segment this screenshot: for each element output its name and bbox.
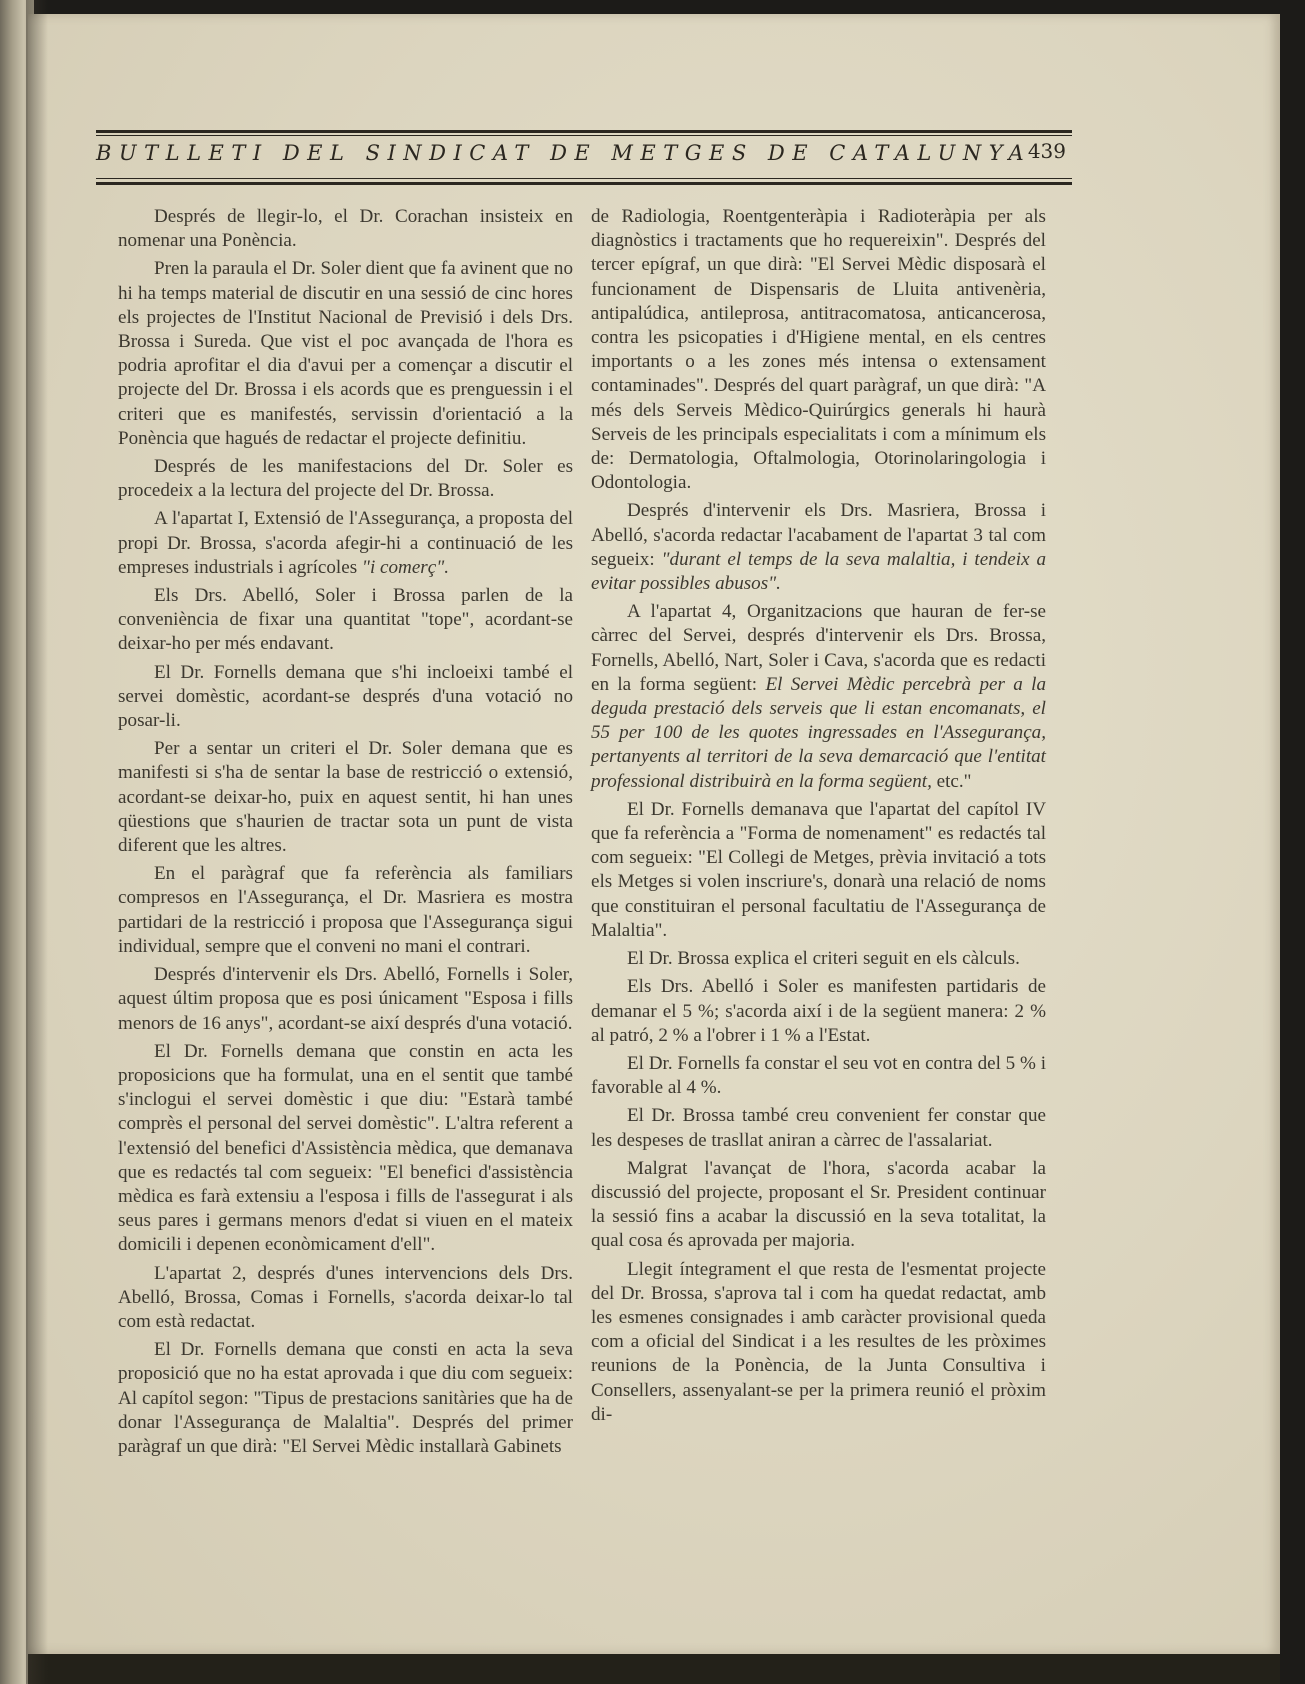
paragraph: El Dr. Fornells fa constar el seu vot en contra del 5 % i favorable al 4 %. — [591, 1052, 1046, 1099]
page-number: 439 — [1027, 139, 1066, 163]
right-column — [591, 205, 1046, 1431]
paragraph: Després de les manifestacions del Dr. Soler es procedeix a la lectura del projecte del Dr. Brossa. — [118, 456, 573, 502]
paragraph: El Dr. Brossa també creu convenient fer constar que les despeses de trasllat aniran a càrrec de l'assalariat. — [591, 1105, 1046, 1151]
paragraph: Per a sentar un criteri el Dr. Soler demana que es manifesti si s'ha de sentar la base de restricció o extensió, acordant-se deixar-ho, puix en aquest sentit, hi han unes qüestions que s'haurien de tractar sota un punt de vista diferent que les altres. — [118, 738, 573, 857]
italic-quote: "durant el temps de la seva malaltia, i tendeix a evitar possibles abusos". — [591, 548, 1046, 595]
paragraph-text: A l'apartat I, Extensió de l'Assegurança, a proposta del propi Dr. Brossa, s'acorda afegir-hi a continuació de les empreses industrials i agrícoles — [118, 508, 573, 578]
paragraph: El Dr. Fornells demana que constin en acta les proposicions que ha formulat, una en el sentit que també s'inclogui el servei domèstic i que diu: "Estarà també comprès el personal del servei domèstic". L'altra referent a l'extensió del benefici d'Assistència mèdica, que demanava que es redactés tal com segueix: "El benefici d'assistència mèdica es farà extensiu a l'esposa i fills de l'assegurat i als seus pares i germans menors d'edat si viuen en el mateix domicili i depenen econòmicament d'ell". — [118, 1040, 573, 1256]
paragraph: Després d'intervenir els Drs. Abelló, Fornells i Soler, aquest últim proposa que es posi únicament "Esposa i fills menors de 16 anys", acordant-se així després d'una votació. — [118, 964, 573, 1034]
left-column — [118, 205, 573, 1463]
paragraph-continued: de Radiologia, Roentgenteràpia i Radioteràpia per als diagnòstics i tractaments que ho requereixin". Després del tercer epígraf, un que dirà: "El Servei Mèdic disposarà el funcionament de Dispensaris de Lluita antivenèria, antipalúdica, antileprosa, antitracomatosa, anticancerosa, contra les psicopaties i d'Higiene mental, en els centres importants o a les zones més intensa o extensament contaminades". Després del quart paràgraf, un que dirà: "A més dels Serveis Mèdico-Quirúrgics generals hi haurà Serveis de les principals especialitats i com a mínimum els de: Dermatologia, Oftalmologia, Otorinolaringologia i Odontologia. — [591, 206, 1046, 494]
paragraph: Els Drs. Abelló, Soler i Brossa parlen de la conveniència de fixar una quantitat "tope", acordant-se deixar-ho per més endavant. — [118, 585, 573, 655]
paragraph: Malgrat l'avançat de l'hora, s'acorda acabar la discussió del projecte, proposant el Sr. President continuar la sessió fins a acabar la discussió en la seva totalitat, la qual cosa és aprovada per majoria. — [591, 1157, 1046, 1252]
paragraph-text: etc." — [936, 770, 972, 792]
header-rule-top-thick — [96, 130, 1072, 133]
running-header — [96, 137, 1072, 177]
bottom-edge — [28, 1654, 1280, 1684]
header-rule-top-thin — [96, 135, 1072, 136]
paragraph: El Dr. Brossa explica el criteri seguit en els càlculs. — [627, 948, 1020, 970]
italic-quote: "i comerç". — [361, 556, 449, 578]
paragraph: El Dr. Fornells demana que s'hi incloeixi també el servei domèstic, acordant-se després d'una votació no posar-li. — [118, 661, 573, 732]
paragraph: El Dr. Fornells demana que consti en acta la seva proposició que no ha estat aprovada i que diu com segueix: Al capítol segon: "Tipus de prestacions sanitàries que ha de donar l'Assegurança de Malaltia". Després del primer paràgraf un que dirà: "El Servei Mèdic installarà Gabinets — [118, 1339, 573, 1457]
paragraph: En el paràgraf que fa referència als familiars compresos en l'Assegurança, el Dr. Masriera es mostra partidari de la restricció i proposa que l'Assegurança sigui individual, sempre que el conveni no mani el contrari. — [118, 863, 573, 957]
paragraph: Després de llegir-lo, el Dr. Corachan insisteix en nomenar una Ponència. — [118, 206, 573, 252]
paragraph — [118, 507, 573, 580]
paragraph: Els Drs. Abelló i Soler es manifesten partidaris de demanar el 5 %; s'acorda així i de la següent manera: 2 % al patró, 2 % a l'obrer i 1 % a l'Estat. — [591, 976, 1046, 1046]
paragraph — [591, 499, 1046, 596]
journal-title: BUTLLETI DEL SINDICAT DE METGES DE CATALUNYA — [96, 141, 1032, 165]
header-rule-bottom-thin — [96, 178, 1072, 179]
paragraph: L'apartat 2, després d'unes intervencions dels Drs. Abelló, Brossa, Comas i Fornells, s'acorda deixar-lo tal com està redactat. — [118, 1262, 573, 1332]
paragraph: Llegit íntegrament el que resta de l'esmentat projecte del Dr. Brossa, s'aprova tal i com ha quedat redactat, amb les esmenes consignades i amb caràcter provisional queda com a oficial del Sindicat i a les resultes de les pròximes reunions de la Ponència, de la Junta Consultiva i Consellers, assenyalant-se per la primera reunió el pròxim di- — [591, 1258, 1046, 1425]
italic-quote: El Servei Mèdic percebrà per a la deguda prestació dels serveis que li estan encomanats, el 55 per 100 de les quotes ingressades en l'Assegurança, pertanyents al territori de la seva demarcació que l'entitat professional distribuirà en la forma següent, — [591, 673, 1046, 792]
paragraph-text: A l'apartat 4, Organitzacions que hauran de fer-se càrrec del Servei, després d'intervenir els Drs. Brossa, Fornells, Abelló, Nart, Soler i Cava, s'acorda que es redacti en la forma següent: — [591, 601, 1046, 695]
paragraph-text: Després d'intervenir els Drs. Masriera, Brossa i Abelló, s'acorda redactar l'acabament de l'apartat 3 tal com segueix: — [591, 500, 1046, 570]
gutter-shadow — [26, 0, 48, 1684]
header-rule-bottom-thick — [96, 182, 1072, 185]
paragraph: El Dr. Fornells demanava que l'apartat del capítol IV que fa referència a "Forma de nomenament" es redactés tal com segueix: "El Collegi de Metges, prèvia invitació a tots els Metges si volen inscriure's, donarà una relació de noms que constituiran el personal facultatiu de l'Assegurança de Malaltia". — [591, 798, 1046, 941]
paragraph — [591, 600, 1046, 794]
paragraph: Pren la paraula el Dr. Soler dient que fa avinent que no hi ha temps material de discutir en una sessió de cinc hores els projectes de l'Institut Nacional de Previsió i dels Drs. Brossa i Sureda. Que vist el poc avançada de l'hora es podria aprofitar el dia d'avui per a començar a discutir el projecte del Dr. Brossa i els acords que es prenguessin i el criteri que es manifestés, servissin d'orientació a la Ponència que hagués de redactar el projecte definitiu. — [118, 258, 573, 449]
